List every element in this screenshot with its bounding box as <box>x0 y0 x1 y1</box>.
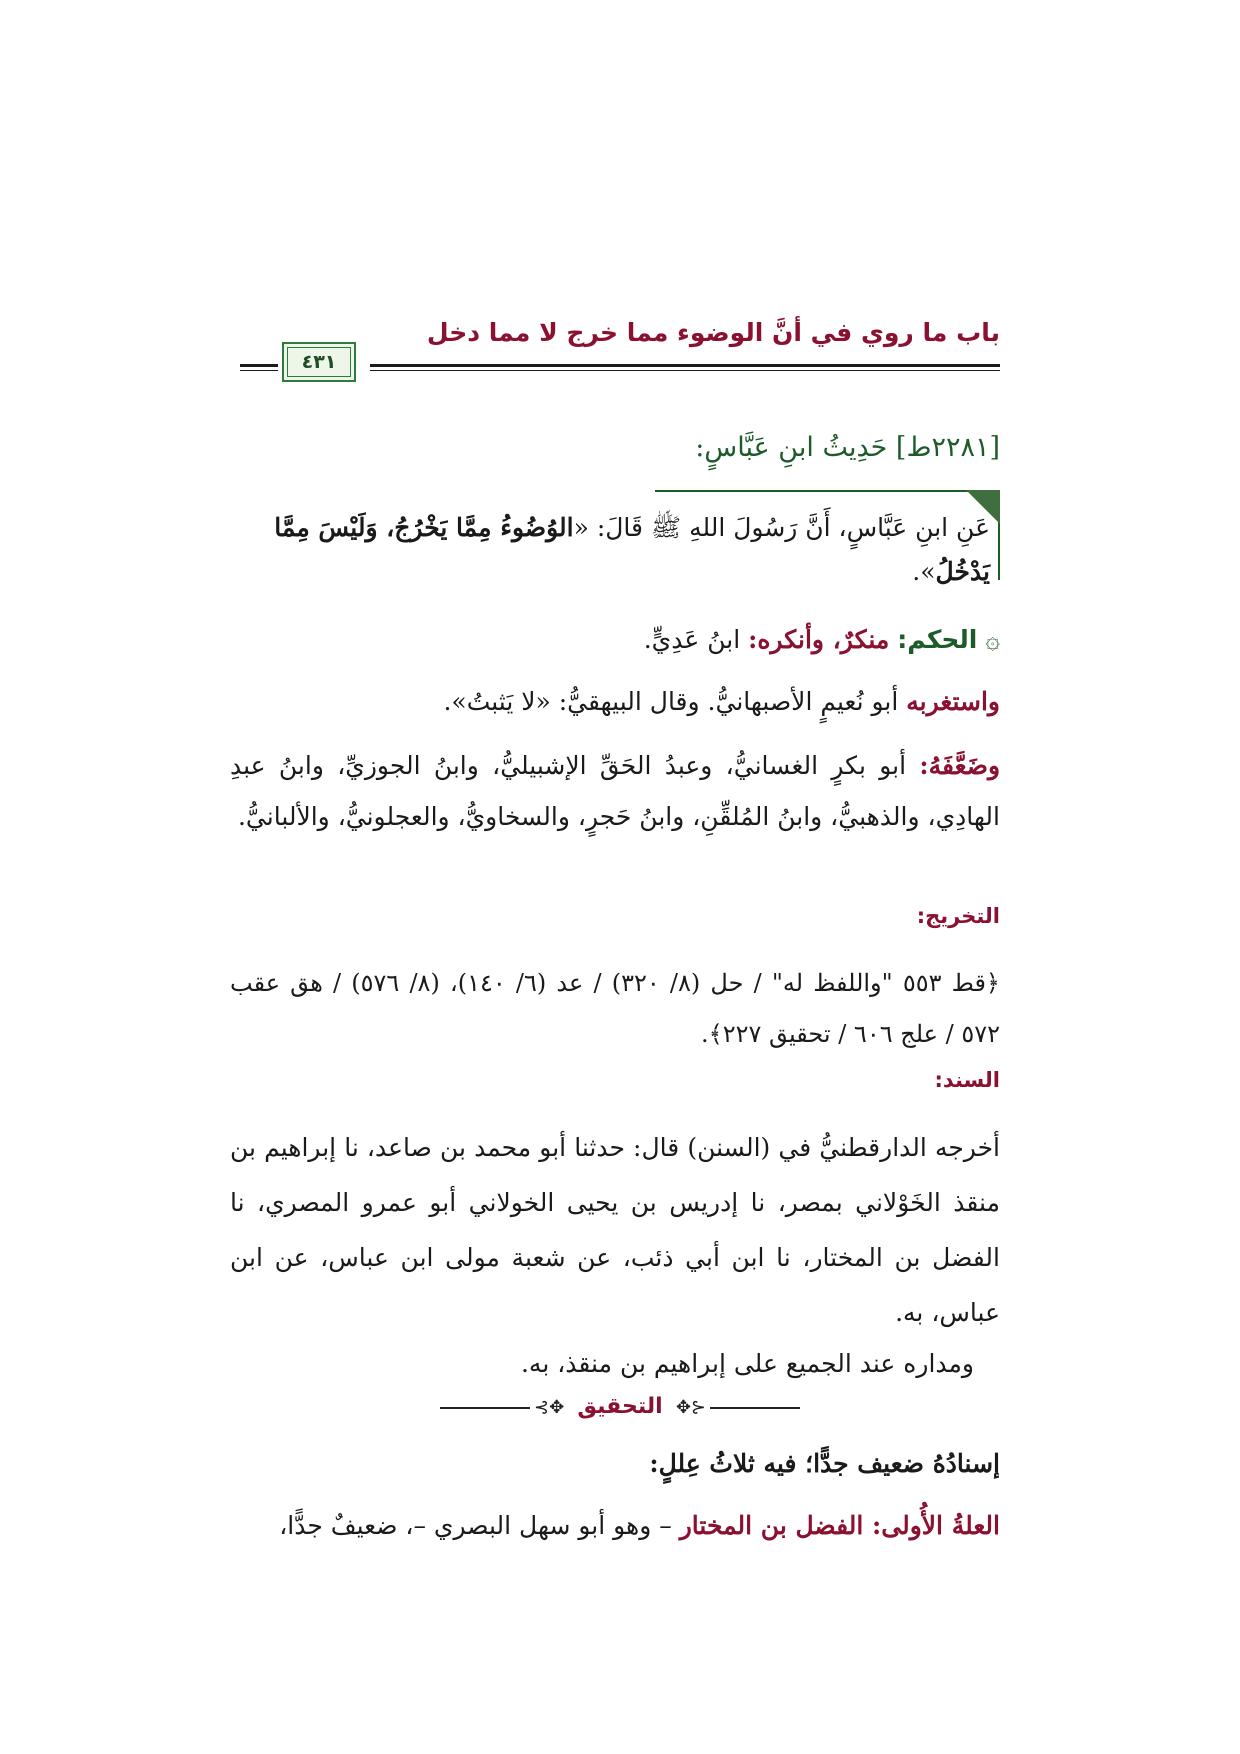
hukm-ornament-icon: ۞ <box>985 625 1000 654</box>
tad3eef-label: وضَعَّفَهُ: <box>919 751 1001 780</box>
hadith-text <box>210 506 990 594</box>
tad3eef-text: أبو بكرٍ الغسانيُّ، وعبدُ الحَقِّ الإشبيليُّ، وابنُ الجوزيِّ، وابنُ عبدِ الهادِي، والذهبيُّ، وابنُ المُلقِّنِ، وابنُ حَجرٍ، والسخاويُّ، والعجلونيُّ، والألبانيُّ. <box>230 751 1000 831</box>
madar-text: ومداره عند الجميع على إبراهيم بن منقذ، به. <box>520 1349 974 1378</box>
header-rule-left-thin <box>240 370 278 371</box>
istighrab-paragraph <box>230 680 1000 724</box>
isnad-status: إسنادُهُ ضعيف جدًّا؛ فيه ثلاثُ عِللٍ: <box>649 1449 1000 1478</box>
page-number: ٤٣١ <box>301 351 337 373</box>
tahqiq-divider <box>440 1388 800 1428</box>
header-rule <box>370 364 1000 367</box>
sanad-heading: السند: <box>934 1068 1000 1092</box>
header-rule-left <box>240 364 278 367</box>
istighrab-label: واستغربه <box>906 687 1000 716</box>
divider-ornament-right-icon: ✥⊱ <box>675 1397 706 1418</box>
divider-ornament-left-icon: ⊰✥ <box>534 1397 565 1418</box>
tahqiq-title: التحقيق <box>577 1394 663 1419</box>
chapter-title: باب ما روي في أنَّ الوضوء مما خرج لا مما دخل <box>426 318 1000 347</box>
first-defect-text: – وهو أبو سهل البصري –، ضعيفٌ جدًّا، <box>279 1511 680 1540</box>
hadith-box-top-border <box>655 490 1000 492</box>
takhrij-heading: التخريج: <box>916 904 1000 928</box>
first-defect-label: العلةُ الأُولى: الفضل بن المختار <box>679 1511 1000 1540</box>
first-defect <box>230 1504 1000 1548</box>
istighrab-text: أبو نُعيمٍ الأصبهانيُّ. وقال البيهقيُّ: «لا يَثبتُ». <box>443 687 899 716</box>
hadith-intro: عَنِ ابنِ عَبَّاسٍ، أَنَّ رَسُولَ اللهِ ﷺ قَالَ: « <box>573 513 990 542</box>
hadith-heading: [٢٢٨١ط] حَدِيثُ ابنِ عَبَّاسٍ: <box>695 432 1000 463</box>
page-number-badge <box>282 342 356 382</box>
hadith-outro: ». <box>912 557 936 586</box>
hukm-line <box>230 618 1000 662</box>
tad3eef-paragraph <box>230 740 1000 842</box>
hukm-value: منكرٌ، وأنكره: <box>748 625 890 654</box>
sanad-text: أخرجه الدارقطنيُّ في (السنن) قال: حدثنا أبو محمد بن صاعد، نا إبراهيم بن منقذ الخَوْلاني بمصر، نا إدريس بن يحيى الخولاني أبو عمرو المصري، نا الفضل بن المختار، نا ابن أبي ذئب، عن شعبة مولى ابن عباس، عن ابن عباس، به. <box>230 1133 1000 1327</box>
hukm-label: الحكم: <box>897 625 978 654</box>
hukm-text: ابنُ عَدِيٍّ. <box>643 625 741 654</box>
takhrij-text: ﴿قط ٥٥٣ "واللفظ له" / حل (٨/ ٣٢٠) / عد (٦/ ١٤٠)، (٨/ ٥٧٦) / هق عقب ٥٧٢ / علج ٦٠٦ / تحقيق ٢٢٧﴾. <box>230 969 1000 1048</box>
hadith-matn: الوُضُوءُ مِمَّا يَخْرُجُ، وَلَيْسَ مِمَّا يَدْخُلُ <box>274 513 990 586</box>
header-rule-thin <box>370 370 1000 371</box>
